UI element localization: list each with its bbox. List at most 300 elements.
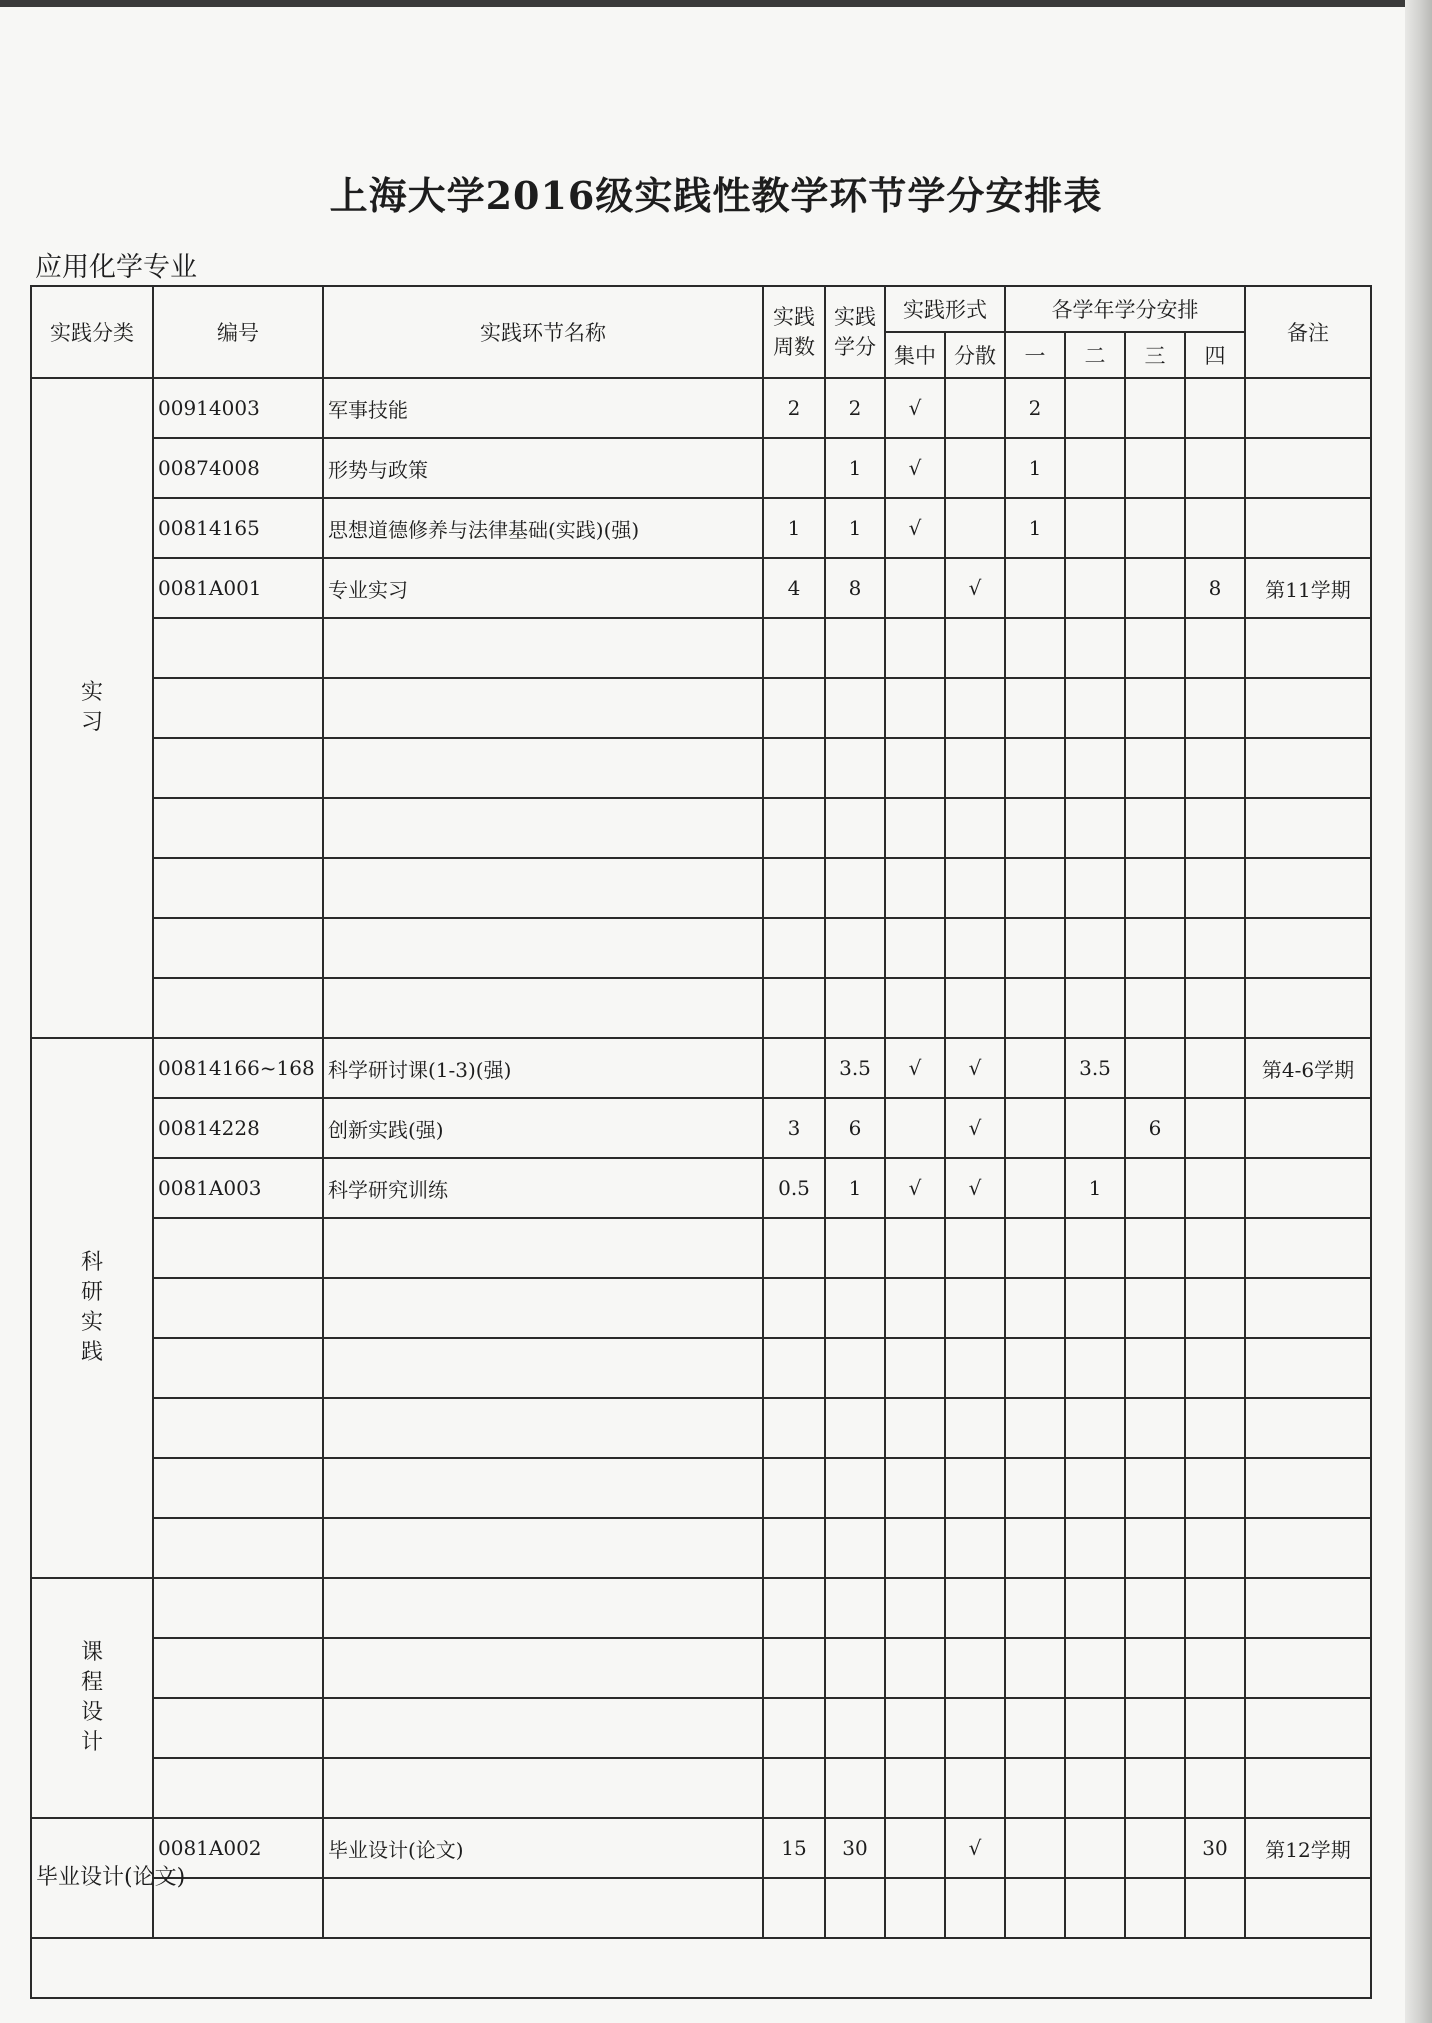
header-form-concentrated: 集中: [885, 332, 945, 378]
header-yearly: 各学年学分安排: [1005, 286, 1245, 332]
category-label: [31, 378, 153, 1038]
row-remark: [1245, 978, 1371, 1038]
row-dispersed: √: [945, 1098, 1005, 1158]
row-year-3: [1125, 1218, 1185, 1278]
row-concentrated: [885, 978, 945, 1038]
row-name: 科学研究训练: [323, 1158, 763, 1218]
empty-cell: [31, 1938, 1371, 1998]
row-dispersed: [945, 498, 1005, 558]
row-weeks: [763, 1758, 825, 1818]
row-year-2: [1065, 1098, 1125, 1158]
row-year-3: [1125, 1758, 1185, 1818]
row-year-2: 3.5: [1065, 1038, 1125, 1098]
row-credits: [825, 1518, 885, 1578]
row-code: [153, 1578, 323, 1638]
table-row: [31, 978, 1371, 1038]
row-year-1: [1005, 738, 1065, 798]
row-year-1: [1005, 1278, 1065, 1338]
header-form-dispersed: 分散: [945, 332, 1005, 378]
row-year-1: [1005, 1218, 1065, 1278]
row-year-2: [1065, 1278, 1125, 1338]
row-year-1: 2: [1005, 378, 1065, 438]
table-row: [31, 1278, 1371, 1338]
scan-right-edge: [1405, 0, 1432, 2023]
row-code: [153, 978, 323, 1038]
row-remark: [1245, 1698, 1371, 1758]
row-credits: 6: [825, 1098, 885, 1158]
table-row: [31, 1818, 1371, 1878]
row-year-3: [1125, 678, 1185, 738]
row-year-1: [1005, 1578, 1065, 1638]
table-row: [31, 1758, 1371, 1818]
row-year-1: [1005, 978, 1065, 1038]
row-year-4: 8: [1185, 558, 1245, 618]
table-row: [31, 498, 1371, 558]
row-year-4: [1185, 738, 1245, 798]
row-year-4: [1185, 1638, 1245, 1698]
header-year-4: 四: [1185, 332, 1245, 378]
row-dispersed: [945, 1518, 1005, 1578]
row-concentrated: [885, 1218, 945, 1278]
row-weeks: [763, 1698, 825, 1758]
row-year-3: [1125, 858, 1185, 918]
table-row: [31, 1638, 1371, 1698]
row-year-4: [1185, 1458, 1245, 1518]
row-year-4: [1185, 618, 1245, 678]
row-remark: [1245, 498, 1371, 558]
row-dispersed: [945, 1218, 1005, 1278]
row-year-3: [1125, 1518, 1185, 1578]
category-label: [31, 1578, 153, 1818]
row-credits: 1: [825, 438, 885, 498]
header-year-2: 二: [1065, 332, 1125, 378]
row-concentrated: [885, 1878, 945, 1938]
row-year-3: [1125, 378, 1185, 438]
row-year-3: [1125, 1038, 1185, 1098]
header-credits: 实践学分: [825, 286, 885, 378]
row-code: [153, 1638, 323, 1698]
row-name: [323, 1758, 763, 1818]
row-remark: [1245, 1758, 1371, 1818]
table-row: [31, 858, 1371, 918]
row-code: [153, 618, 323, 678]
row-year-1: [1005, 1038, 1065, 1098]
row-weeks: [763, 1458, 825, 1518]
row-year-4: [1185, 498, 1245, 558]
row-weeks: [763, 978, 825, 1038]
row-year-1: [1005, 1698, 1065, 1758]
row-year-2: [1065, 978, 1125, 1038]
row-weeks: [763, 858, 825, 918]
row-credits: [825, 618, 885, 678]
row-dispersed: [945, 798, 1005, 858]
row-year-2: [1065, 1878, 1125, 1938]
row-concentrated: [885, 1698, 945, 1758]
row-year-2: [1065, 1698, 1125, 1758]
row-dispersed: √: [945, 1818, 1005, 1878]
row-name: 科学研讨课(1-3)(强): [323, 1038, 763, 1098]
scan-top-edge: [0, 0, 1432, 7]
row-name: [323, 1518, 763, 1578]
row-weeks: [763, 1398, 825, 1458]
table-row: [31, 1098, 1371, 1158]
row-year-2: [1065, 1218, 1125, 1278]
row-code: 00814166~168: [153, 1038, 323, 1098]
row-dispersed: √: [945, 1158, 1005, 1218]
row-name: 创新实践(强): [323, 1098, 763, 1158]
row-year-4: [1185, 1218, 1245, 1278]
row-year-4: [1185, 978, 1245, 1038]
row-weeks: [763, 438, 825, 498]
row-year-1: [1005, 918, 1065, 978]
table-row: [31, 378, 1371, 438]
header-weeks: 实践周数: [763, 286, 825, 378]
category-text: 毕业设计(论文): [36, 1865, 186, 1890]
row-year-1: [1005, 1638, 1065, 1698]
row-remark: [1245, 1218, 1371, 1278]
row-weeks: 0.5: [763, 1158, 825, 1218]
row-year-2: [1065, 1818, 1125, 1878]
row-year-1: 1: [1005, 438, 1065, 498]
row-weeks: [763, 1638, 825, 1698]
row-year-1: [1005, 1158, 1065, 1218]
row-dispersed: [945, 918, 1005, 978]
row-name: [323, 1398, 763, 1458]
row-year-1: [1005, 618, 1065, 678]
row-weeks: 4: [763, 558, 825, 618]
row-year-2: [1065, 558, 1125, 618]
row-year-1: [1005, 1878, 1065, 1938]
row-remark: [1245, 1878, 1371, 1938]
table-row: [31, 1878, 1371, 1938]
row-credits: 1: [825, 1158, 885, 1218]
row-remark: [1245, 438, 1371, 498]
credit-table: [30, 285, 1372, 1999]
row-remark: [1245, 1638, 1371, 1698]
row-year-3: [1125, 798, 1185, 858]
row-year-1: [1005, 678, 1065, 738]
row-year-1: [1005, 1098, 1065, 1158]
row-year-3: [1125, 1338, 1185, 1398]
row-dispersed: [945, 1398, 1005, 1458]
header-remark: 备注: [1245, 286, 1371, 378]
row-name: 形势与政策: [323, 438, 763, 498]
row-year-1: 1: [1005, 498, 1065, 558]
row-weeks: 2: [763, 378, 825, 438]
category-text: 课程设计: [80, 1640, 103, 1755]
row-credits: [825, 1398, 885, 1458]
row-remark: [1245, 1158, 1371, 1218]
row-code: [153, 918, 323, 978]
row-remark: [1245, 1578, 1371, 1638]
row-code: 0081A001: [153, 558, 323, 618]
row-code: [153, 678, 323, 738]
row-remark: [1245, 378, 1371, 438]
row-year-4: [1185, 858, 1245, 918]
row-name: [323, 678, 763, 738]
row-credits: [825, 738, 885, 798]
table-row: [31, 918, 1371, 978]
row-concentrated: [885, 1818, 945, 1878]
table-row: [31, 1578, 1371, 1638]
row-year-3: [1125, 978, 1185, 1038]
section-internship: [31, 378, 1371, 1038]
row-remark: 第11学期: [1245, 558, 1371, 618]
row-year-1: [1005, 558, 1065, 618]
header-form: 实践形式: [885, 286, 1005, 332]
row-year-2: [1065, 1578, 1125, 1638]
row-remark: [1245, 858, 1371, 918]
row-remark: [1245, 618, 1371, 678]
table-row: [31, 1518, 1371, 1578]
row-name: [323, 738, 763, 798]
row-year-3: [1125, 1398, 1185, 1458]
table-row: [31, 738, 1371, 798]
row-year-3: [1125, 618, 1185, 678]
row-credits: [825, 1578, 885, 1638]
row-code: 0081A003: [153, 1158, 323, 1218]
row-year-4: [1185, 798, 1245, 858]
row-name: [323, 858, 763, 918]
row-year-1: [1005, 798, 1065, 858]
table-row: [31, 618, 1371, 678]
row-year-1: [1005, 1398, 1065, 1458]
row-year-2: [1065, 1398, 1125, 1458]
row-credits: [825, 1278, 885, 1338]
row-year-2: [1065, 1458, 1125, 1518]
row-credits: [825, 1338, 885, 1398]
row-concentrated: [885, 558, 945, 618]
row-weeks: [763, 918, 825, 978]
row-concentrated: [885, 798, 945, 858]
row-code: [153, 738, 323, 798]
row-year-4: [1185, 1338, 1245, 1398]
row-dispersed: [945, 1458, 1005, 1518]
row-year-4: [1185, 378, 1245, 438]
row-year-3: [1125, 1158, 1185, 1218]
row-weeks: [763, 1278, 825, 1338]
row-dispersed: √: [945, 1038, 1005, 1098]
row-dispersed: [945, 678, 1005, 738]
row-credits: 30: [825, 1818, 885, 1878]
row-year-3: [1125, 1638, 1185, 1698]
header-year-3: 三: [1125, 332, 1185, 378]
row-concentrated: [885, 1398, 945, 1458]
table-row: [31, 1938, 1371, 1998]
row-year-2: [1065, 618, 1125, 678]
row-year-4: [1185, 1698, 1245, 1758]
row-year-4: [1185, 1578, 1245, 1638]
row-weeks: [763, 1338, 825, 1398]
row-concentrated: [885, 618, 945, 678]
row-code: [153, 1278, 323, 1338]
table-row: [31, 558, 1371, 618]
row-year-3: [1125, 1878, 1185, 1938]
row-remark: [1245, 1338, 1371, 1398]
row-year-3: [1125, 1818, 1185, 1878]
row-year-1: [1005, 1518, 1065, 1578]
row-code: 00814165: [153, 498, 323, 558]
category-text: 实习: [80, 680, 103, 735]
table-row: [31, 1458, 1371, 1518]
row-weeks: [763, 798, 825, 858]
row-weeks: [763, 1518, 825, 1578]
row-year-2: [1065, 858, 1125, 918]
row-year-3: 6: [1125, 1098, 1185, 1158]
row-concentrated: [885, 918, 945, 978]
row-remark: [1245, 738, 1371, 798]
row-remark: [1245, 1518, 1371, 1578]
row-credits: [825, 1698, 885, 1758]
row-credits: 2: [825, 378, 885, 438]
row-weeks: 1: [763, 498, 825, 558]
category-label: [31, 1038, 153, 1578]
row-name: [323, 1278, 763, 1338]
row-year-2: [1065, 678, 1125, 738]
row-concentrated: √: [885, 1038, 945, 1098]
row-name: [323, 618, 763, 678]
row-dispersed: [945, 1758, 1005, 1818]
row-year-4: 30: [1185, 1818, 1245, 1878]
row-credits: [825, 1758, 885, 1818]
row-name: 毕业设计(论文): [323, 1818, 763, 1878]
row-credits: [825, 1458, 885, 1518]
row-dispersed: √: [945, 558, 1005, 618]
row-code: [153, 1218, 323, 1278]
row-dispersed: [945, 1698, 1005, 1758]
row-year-1: [1005, 1758, 1065, 1818]
row-year-3: [1125, 558, 1185, 618]
row-year-2: [1065, 798, 1125, 858]
row-remark: [1245, 918, 1371, 978]
row-name: 思想道德修养与法律基础(实践)(强): [323, 498, 763, 558]
row-remark: [1245, 678, 1371, 738]
document-title: 上海大学2016级实践性教学环节学分安排表: [329, 173, 1103, 218]
row-year-3: [1125, 1578, 1185, 1638]
row-remark: 第12学期: [1245, 1818, 1371, 1878]
row-code: [153, 1518, 323, 1578]
row-concentrated: [885, 1578, 945, 1638]
row-code: [153, 1338, 323, 1398]
row-dispersed: [945, 738, 1005, 798]
row-name: [323, 1878, 763, 1938]
table-row: [31, 678, 1371, 738]
section-course-design: [31, 1578, 1371, 1818]
row-year-2: [1065, 438, 1125, 498]
row-concentrated: [885, 738, 945, 798]
row-weeks: 3: [763, 1098, 825, 1158]
row-year-3: [1125, 1698, 1185, 1758]
header-category: 实践分类: [31, 286, 153, 378]
row-weeks: [763, 618, 825, 678]
row-credits: 8: [825, 558, 885, 618]
row-remark: 第4-6学期: [1245, 1038, 1371, 1098]
row-year-4: [1185, 1098, 1245, 1158]
row-year-3: [1125, 498, 1185, 558]
header-row-1: [31, 286, 1371, 332]
row-year-4: [1185, 1758, 1245, 1818]
table-row: [31, 1218, 1371, 1278]
row-year-4: [1185, 1038, 1245, 1098]
row-credits: [825, 918, 885, 978]
row-year-4: [1185, 1878, 1245, 1938]
row-code: 00914003: [153, 378, 323, 438]
row-year-2: [1065, 498, 1125, 558]
table-row: [31, 438, 1371, 498]
row-code: [153, 1698, 323, 1758]
row-year-4: [1185, 1278, 1245, 1338]
row-concentrated: [885, 1758, 945, 1818]
row-weeks: [763, 1578, 825, 1638]
section-research: [31, 1038, 1371, 1578]
row-weeks: [763, 1218, 825, 1278]
row-code: 0081A002: [153, 1818, 323, 1878]
row-name: [323, 1458, 763, 1518]
major-label: 应用化学专业: [35, 252, 197, 283]
category-label: [31, 1818, 186, 1938]
row-concentrated: √: [885, 1158, 945, 1218]
row-credits: [825, 1878, 885, 1938]
row-concentrated: [885, 1278, 945, 1338]
row-dispersed: [945, 1338, 1005, 1398]
row-dispersed: [945, 618, 1005, 678]
row-year-2: [1065, 918, 1125, 978]
row-dispersed: [945, 1578, 1005, 1638]
row-name: [323, 918, 763, 978]
row-year-2: [1065, 378, 1125, 438]
row-year-1: [1005, 1338, 1065, 1398]
row-dispersed: [945, 1278, 1005, 1338]
row-concentrated: [885, 1458, 945, 1518]
row-remark: [1245, 798, 1371, 858]
row-dispersed: [945, 858, 1005, 918]
row-year-1: [1005, 1818, 1065, 1878]
row-credits: 3.5: [825, 1038, 885, 1098]
row-concentrated: [885, 1518, 945, 1578]
row-credits: [825, 798, 885, 858]
row-dispersed: [945, 378, 1005, 438]
row-code: [153, 1458, 323, 1518]
row-year-2: [1065, 1758, 1125, 1818]
row-year-3: [1125, 918, 1185, 978]
row-year-3: [1125, 738, 1185, 798]
row-weeks: [763, 738, 825, 798]
row-concentrated: [885, 1098, 945, 1158]
row-concentrated: √: [885, 498, 945, 558]
row-year-2: [1065, 738, 1125, 798]
row-concentrated: [885, 1338, 945, 1398]
row-year-2: [1065, 1338, 1125, 1398]
row-dispersed: [945, 438, 1005, 498]
header-name: 实践环节名称: [323, 286, 763, 378]
row-remark: [1245, 1278, 1371, 1338]
row-year-4: [1185, 438, 1245, 498]
row-name: [323, 1578, 763, 1638]
row-remark: [1245, 1398, 1371, 1458]
row-concentrated: [885, 1638, 945, 1698]
row-name: [323, 1638, 763, 1698]
row-year-4: [1185, 1518, 1245, 1578]
row-weeks: [763, 1038, 825, 1098]
row-year-2: [1065, 1638, 1125, 1698]
row-concentrated: √: [885, 438, 945, 498]
row-code: [153, 798, 323, 858]
row-code: [153, 1398, 323, 1458]
row-name: [323, 1698, 763, 1758]
row-year-4: [1185, 1398, 1245, 1458]
row-credits: [825, 858, 885, 918]
section-graduation: [31, 1818, 1371, 1938]
